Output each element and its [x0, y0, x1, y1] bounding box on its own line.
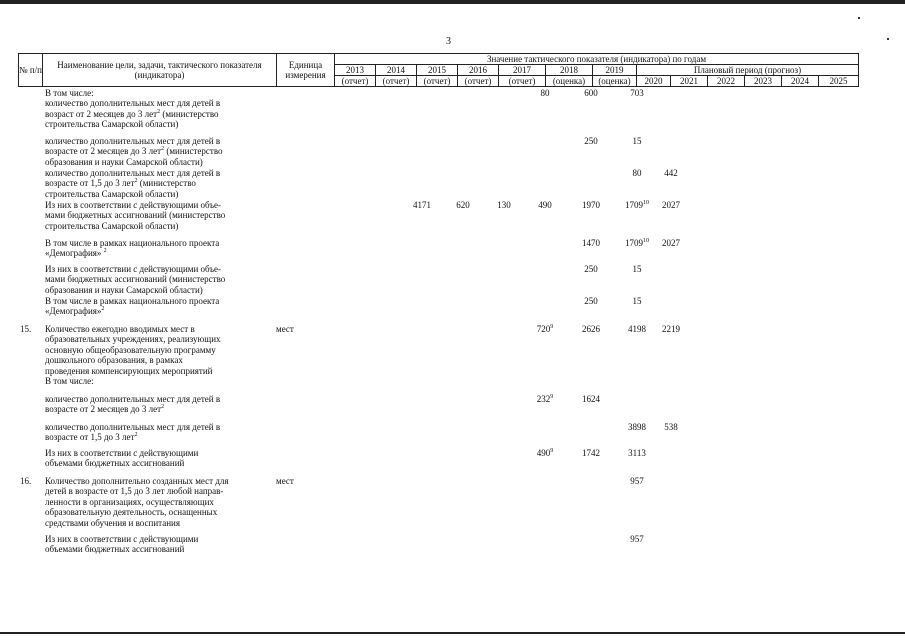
row-name-line: количество дополнительных мест для детей в: [45, 422, 221, 432]
table-row: [18, 534, 863, 558]
header-name: Наименование цели, задачи, тактического показателя (индикатора): [43, 54, 277, 87]
row-name-line: мами бюджетных ассигнований (министерство: [45, 274, 226, 285]
row-name-line: Из них в соответствии с действующими объе-: [45, 264, 222, 274]
row-value-2020: 15: [632, 296, 642, 306]
table-row: [18, 238, 863, 264]
row-indicator-name: [45, 200, 263, 231]
row-value-2020: 1709$^{10}$: [625, 238, 649, 248]
row-value-2018: 80: [540, 88, 550, 98]
row-name-line: проведения компенсирующих мероприятий: [45, 365, 213, 376]
header-year-note: (отчет): [499, 76, 546, 87]
table-row: [18, 264, 863, 296]
header-plan-year: 2023: [745, 76, 782, 87]
row-name-line: Из них в соответствии с действующими: [45, 448, 199, 458]
row-value-2020: 957: [630, 534, 644, 544]
row-name-line: строительства Самарской области): [45, 119, 179, 130]
row-name-line: В том числе в рамках национального проекта: [45, 296, 220, 306]
row-name-line: Количество ежегодно вводимых мест в: [45, 324, 195, 334]
row-name-line: возрасте от 2 месяцев до 3 лет$^2$ (министерство: [45, 146, 223, 157]
row-value-2019: 250: [584, 264, 598, 274]
row-value-2020: 80: [632, 168, 642, 178]
table-row: [18, 324, 863, 394]
row-value-2020: 703: [630, 88, 644, 98]
table-row: [18, 448, 863, 476]
row-value-2020: 4198: [628, 324, 646, 334]
row-indicator-name: [45, 238, 263, 259]
header-year: 2016: [458, 65, 499, 76]
header-group-title: Значение тактического показателя (индикатора) по годам: [335, 54, 859, 65]
table-row: [18, 88, 863, 136]
row-name-line: количество дополнительных мест для детей в: [45, 136, 221, 146]
row-number: 16.: [20, 476, 32, 486]
row-name-line: «Демография»$^2$: [45, 306, 105, 317]
row-unit: мест: [276, 324, 294, 334]
row-indicator-name: [45, 476, 263, 528]
header-num: № п/п: [19, 54, 43, 87]
row-value-2021: 538: [664, 422, 678, 432]
row-name-line: количество дополнительных мест для детей в: [45, 98, 221, 109]
row-name-line: возраст от 2 месяцев до 3 лет$^2$ (министерство: [45, 108, 219, 119]
table-row: [18, 136, 863, 168]
header-plan-title: Плановый период (прогноз): [637, 65, 859, 76]
row-unit: мест: [276, 476, 294, 486]
scan-speck: [887, 38, 889, 40]
page-number: 3: [446, 36, 451, 47]
row-value-2020: 957: [630, 476, 644, 486]
row-name-line: количество дополнительных мест для детей в: [45, 394, 221, 404]
row-name-line: строительства Самарской области): [45, 220, 179, 231]
row-name-line: образования и науки Самарской области): [45, 284, 203, 295]
row-name-line: Количество дополнительно созданных мест для: [45, 476, 229, 486]
header-year-note: (отчет): [335, 76, 376, 87]
row-value-2018: $720^9$: [536, 324, 554, 334]
row-name-line: дошкольного образования, в рамках: [45, 355, 183, 366]
row-name-line: возрасте от 1,5 до 3 лет$^2$: [45, 432, 138, 443]
header-year-note: (отчет): [376, 76, 417, 87]
row-indicator-name: [45, 394, 263, 415]
table-row: [18, 422, 863, 448]
row-indicator-name: [45, 296, 263, 317]
row-value-2021: 442: [664, 168, 678, 178]
header-plan-year: 2025: [819, 76, 859, 87]
row-value-2019: 1624: [582, 394, 600, 404]
header-unit: Единица измерения: [277, 54, 335, 87]
row-indicator-name: [45, 448, 263, 469]
header-year: 2014: [376, 65, 417, 76]
header-plan-year: 2021: [671, 76, 708, 87]
header-year: 2018: [546, 65, 593, 76]
row-value-2021: 2219: [662, 324, 680, 334]
row-indicator-name: [45, 168, 263, 199]
row-name-line: В том числе в рамках национального проекта: [45, 238, 220, 248]
row-indicator-name: [45, 264, 263, 295]
row-name-line: основную общеобразовательную программу: [45, 344, 216, 355]
row-value-2017: 130: [497, 200, 511, 210]
row-name-line: В том числе:: [45, 376, 94, 387]
row-indicator-name: [45, 136, 263, 167]
header-year-note: (оценка): [593, 76, 637, 87]
row-name-line: Из них в соответствии с действующими объе-: [45, 200, 222, 210]
row-indicator-name: [45, 534, 263, 555]
header-year: 2015: [417, 65, 458, 76]
row-value-2018: $232^9$: [536, 394, 554, 404]
row-name-line: возрасте от 1,5 до 3 лет$^2$ (министерство: [45, 178, 196, 189]
row-value-2021: 2027: [662, 200, 680, 210]
row-value-2020: 15: [632, 136, 642, 146]
row-name-line: детей в возрасте от 1,5 до 3 лет любой направ-: [45, 486, 224, 497]
row-value-2018: $490^9$: [536, 448, 554, 458]
table-row: [18, 200, 863, 238]
row-value-2015: 4171: [413, 200, 431, 210]
header-year-note: (отчет): [417, 76, 458, 87]
row-name-line: объемами бюджетных ассигнований: [45, 458, 185, 469]
row-name-line: возрасте от 2 месяцев до 3 лет$^2$: [45, 404, 165, 415]
header-plan-year: 2024: [782, 76, 819, 87]
row-value-2019: 1742: [582, 448, 600, 458]
header-plan-year: 2020: [637, 76, 671, 87]
table-row: [18, 296, 863, 324]
scan-bottom-edge: [0, 632, 905, 634]
row-value-2019: 600: [584, 88, 598, 98]
row-name-line: Из них в соответствии с действующими: [45, 534, 199, 544]
row-name-line: В том числе:: [45, 88, 94, 98]
row-value-2021: 2027: [662, 238, 680, 248]
row-name-line: средствами обучения и воспитания: [45, 517, 180, 528]
row-value-2019: 250: [584, 296, 598, 306]
row-value-2020: 3113: [628, 448, 646, 458]
row-value-2020: 3898: [628, 422, 646, 432]
table-row: [18, 394, 863, 422]
row-name-line: строительства Самарской области): [45, 188, 179, 199]
header-plan-year: 2022: [708, 76, 745, 87]
row-indicator-name: [45, 422, 263, 443]
row-name-line: количество дополнительных мест для детей в: [45, 168, 221, 178]
row-value-2018: 490: [538, 200, 552, 210]
row-indicator-name: [45, 324, 263, 386]
row-value-2019: 1470: [582, 238, 600, 248]
scan-speck: [858, 17, 860, 19]
row-name-line: объемами бюджетных ассигнований: [45, 544, 185, 555]
row-number: 15.: [20, 324, 32, 334]
table-row: [18, 168, 863, 200]
header-year-note: (отчет): [458, 76, 499, 87]
header-year: 2019: [593, 65, 637, 76]
row-value-2019: 2626: [582, 324, 600, 334]
row-name-line: ленности в организациях, осуществляющих: [45, 496, 214, 507]
table-header: [18, 53, 859, 87]
row-indicator-name: [45, 88, 263, 130]
table-row: [18, 476, 863, 534]
header-year: 2013: [335, 65, 376, 76]
header-year: 2017: [499, 65, 546, 76]
row-name-line: образовательную деятельность, оснащенных: [45, 507, 218, 518]
header-year-note: (оценка): [546, 76, 593, 87]
row-value-2016: 620: [456, 200, 470, 210]
row-name-line: «Демография» $^2$: [45, 248, 107, 259]
row-value-2019: 1970: [582, 200, 600, 210]
row-name-line: образования и науки Самарской области): [45, 156, 203, 167]
row-value-2019: 250: [584, 136, 598, 146]
row-value-2020: 15: [632, 264, 642, 274]
row-name-line: мами бюджетных ассигнований (министерство: [45, 210, 226, 221]
scan-top-edge: [0, 0, 905, 4]
row-name-line: образовательных учреждениях, реализующих: [45, 334, 221, 345]
row-value-2020: 1709$^{10}$: [625, 200, 649, 210]
